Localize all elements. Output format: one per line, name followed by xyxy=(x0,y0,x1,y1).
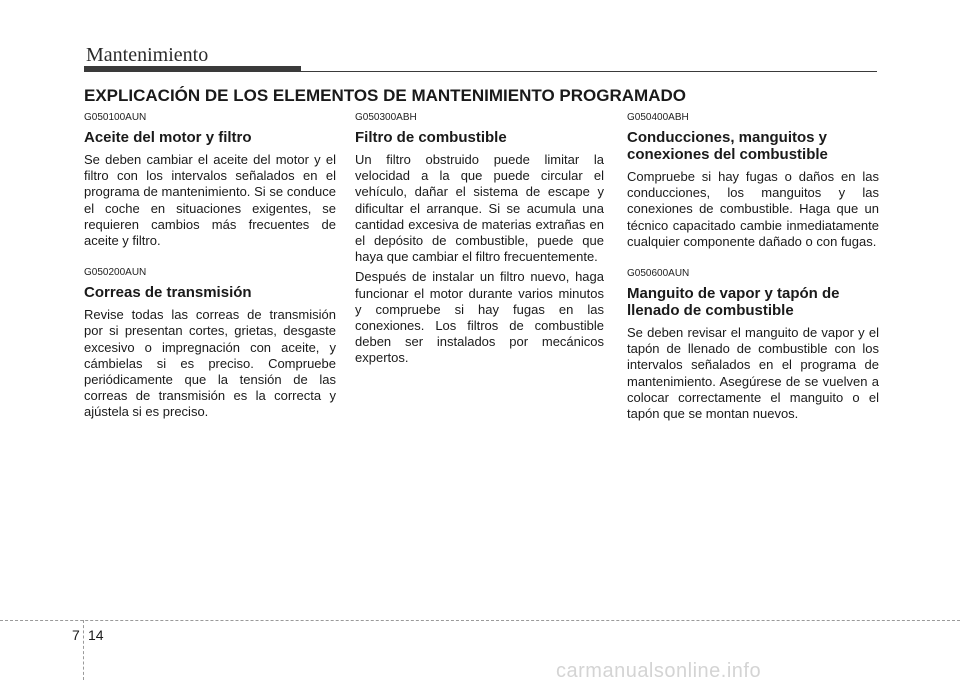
column-3 xyxy=(627,112,879,426)
item-title: Aceite del motor y filtro xyxy=(84,129,252,146)
item-paragraph: Un filtro obstruido puede limitar la velocidad a la que puede circular el vehículo, dañar el sistema de escape y dificultar el arranque. Si se acumula una cantidad excesiva de materias extrañas en el depósito de combustible, puede que haya que cambiar el filtro frecuentemente. xyxy=(355,152,604,265)
item-paragraph: Después de instalar un filtro nuevo, haga funcionar el motor durante varios minutos y compruebe si hay fugas en las conexiones. Los filtros de combustible deben ser instalados por mecánicos expertos. xyxy=(355,269,604,366)
page-chapter-number: 7 xyxy=(72,627,80,643)
item-paragraph: Se deben cambiar el aceite del motor y el filtro con los intervalos señalados en el programa de mantenimiento. Si se conduce el coche en situaciones exigentes, se requieren cambios más frecuentes de aceite y filtro. xyxy=(84,152,336,249)
item-paragraph: Compruebe si hay fugas o daños en las conducciones, los manguitos y las conexiones de combustible. Haga que un técnico capacitado cambie inmediatamente cualquier componente dañado o con fugas. xyxy=(627,169,879,249)
item-code: G050100AUN xyxy=(84,112,147,123)
chapter-title: Mantenimiento xyxy=(86,44,209,66)
item-title: Manguito de vapor y tapón de llenado de combustible xyxy=(627,285,840,320)
footer-rule xyxy=(0,620,960,622)
item-code: G050300ABH xyxy=(355,112,417,123)
footer-divider xyxy=(83,620,85,680)
item-paragraph: Revise todas las correas de transmisión por si presentan cortes, grietas, desgaste excesivo o impregnación con aceite, y cámbielas si es preciso. Compruebe periódicamente que la tensión de las correas de transmisión es la correcta y ajústela si es preciso. xyxy=(84,307,336,420)
item-title: Conducciones, manguitos y conexiones del combustible xyxy=(627,129,828,163)
item-code: G050400ABH xyxy=(627,112,689,123)
watermark: carmanualsonline.info xyxy=(556,660,762,682)
item-code: G050600AUN xyxy=(627,268,690,280)
header-rule xyxy=(301,71,877,72)
header-band xyxy=(84,66,301,72)
column-2 xyxy=(355,112,604,371)
section-heading: EXPLICACIÓN DE LOS ELEMENTOS DE MANTENIMIENTO PROGRAMADO xyxy=(84,86,686,105)
item-code: G050200AUN xyxy=(84,267,147,279)
item-paragraph: Se deben revisar el manguito de vapor y el tapón de llenado de combustible con los intervalos señalados en el programa de mantenimiento. Asegúrese de se vuelven a colocar correctamente el manguito o el tapón que se montan nuevos. xyxy=(627,325,879,422)
page-number: 14 xyxy=(88,627,104,643)
item-title: Filtro de combustible xyxy=(355,129,507,146)
column-1 xyxy=(84,112,336,425)
item-title: Correas de transmisión xyxy=(84,284,252,302)
